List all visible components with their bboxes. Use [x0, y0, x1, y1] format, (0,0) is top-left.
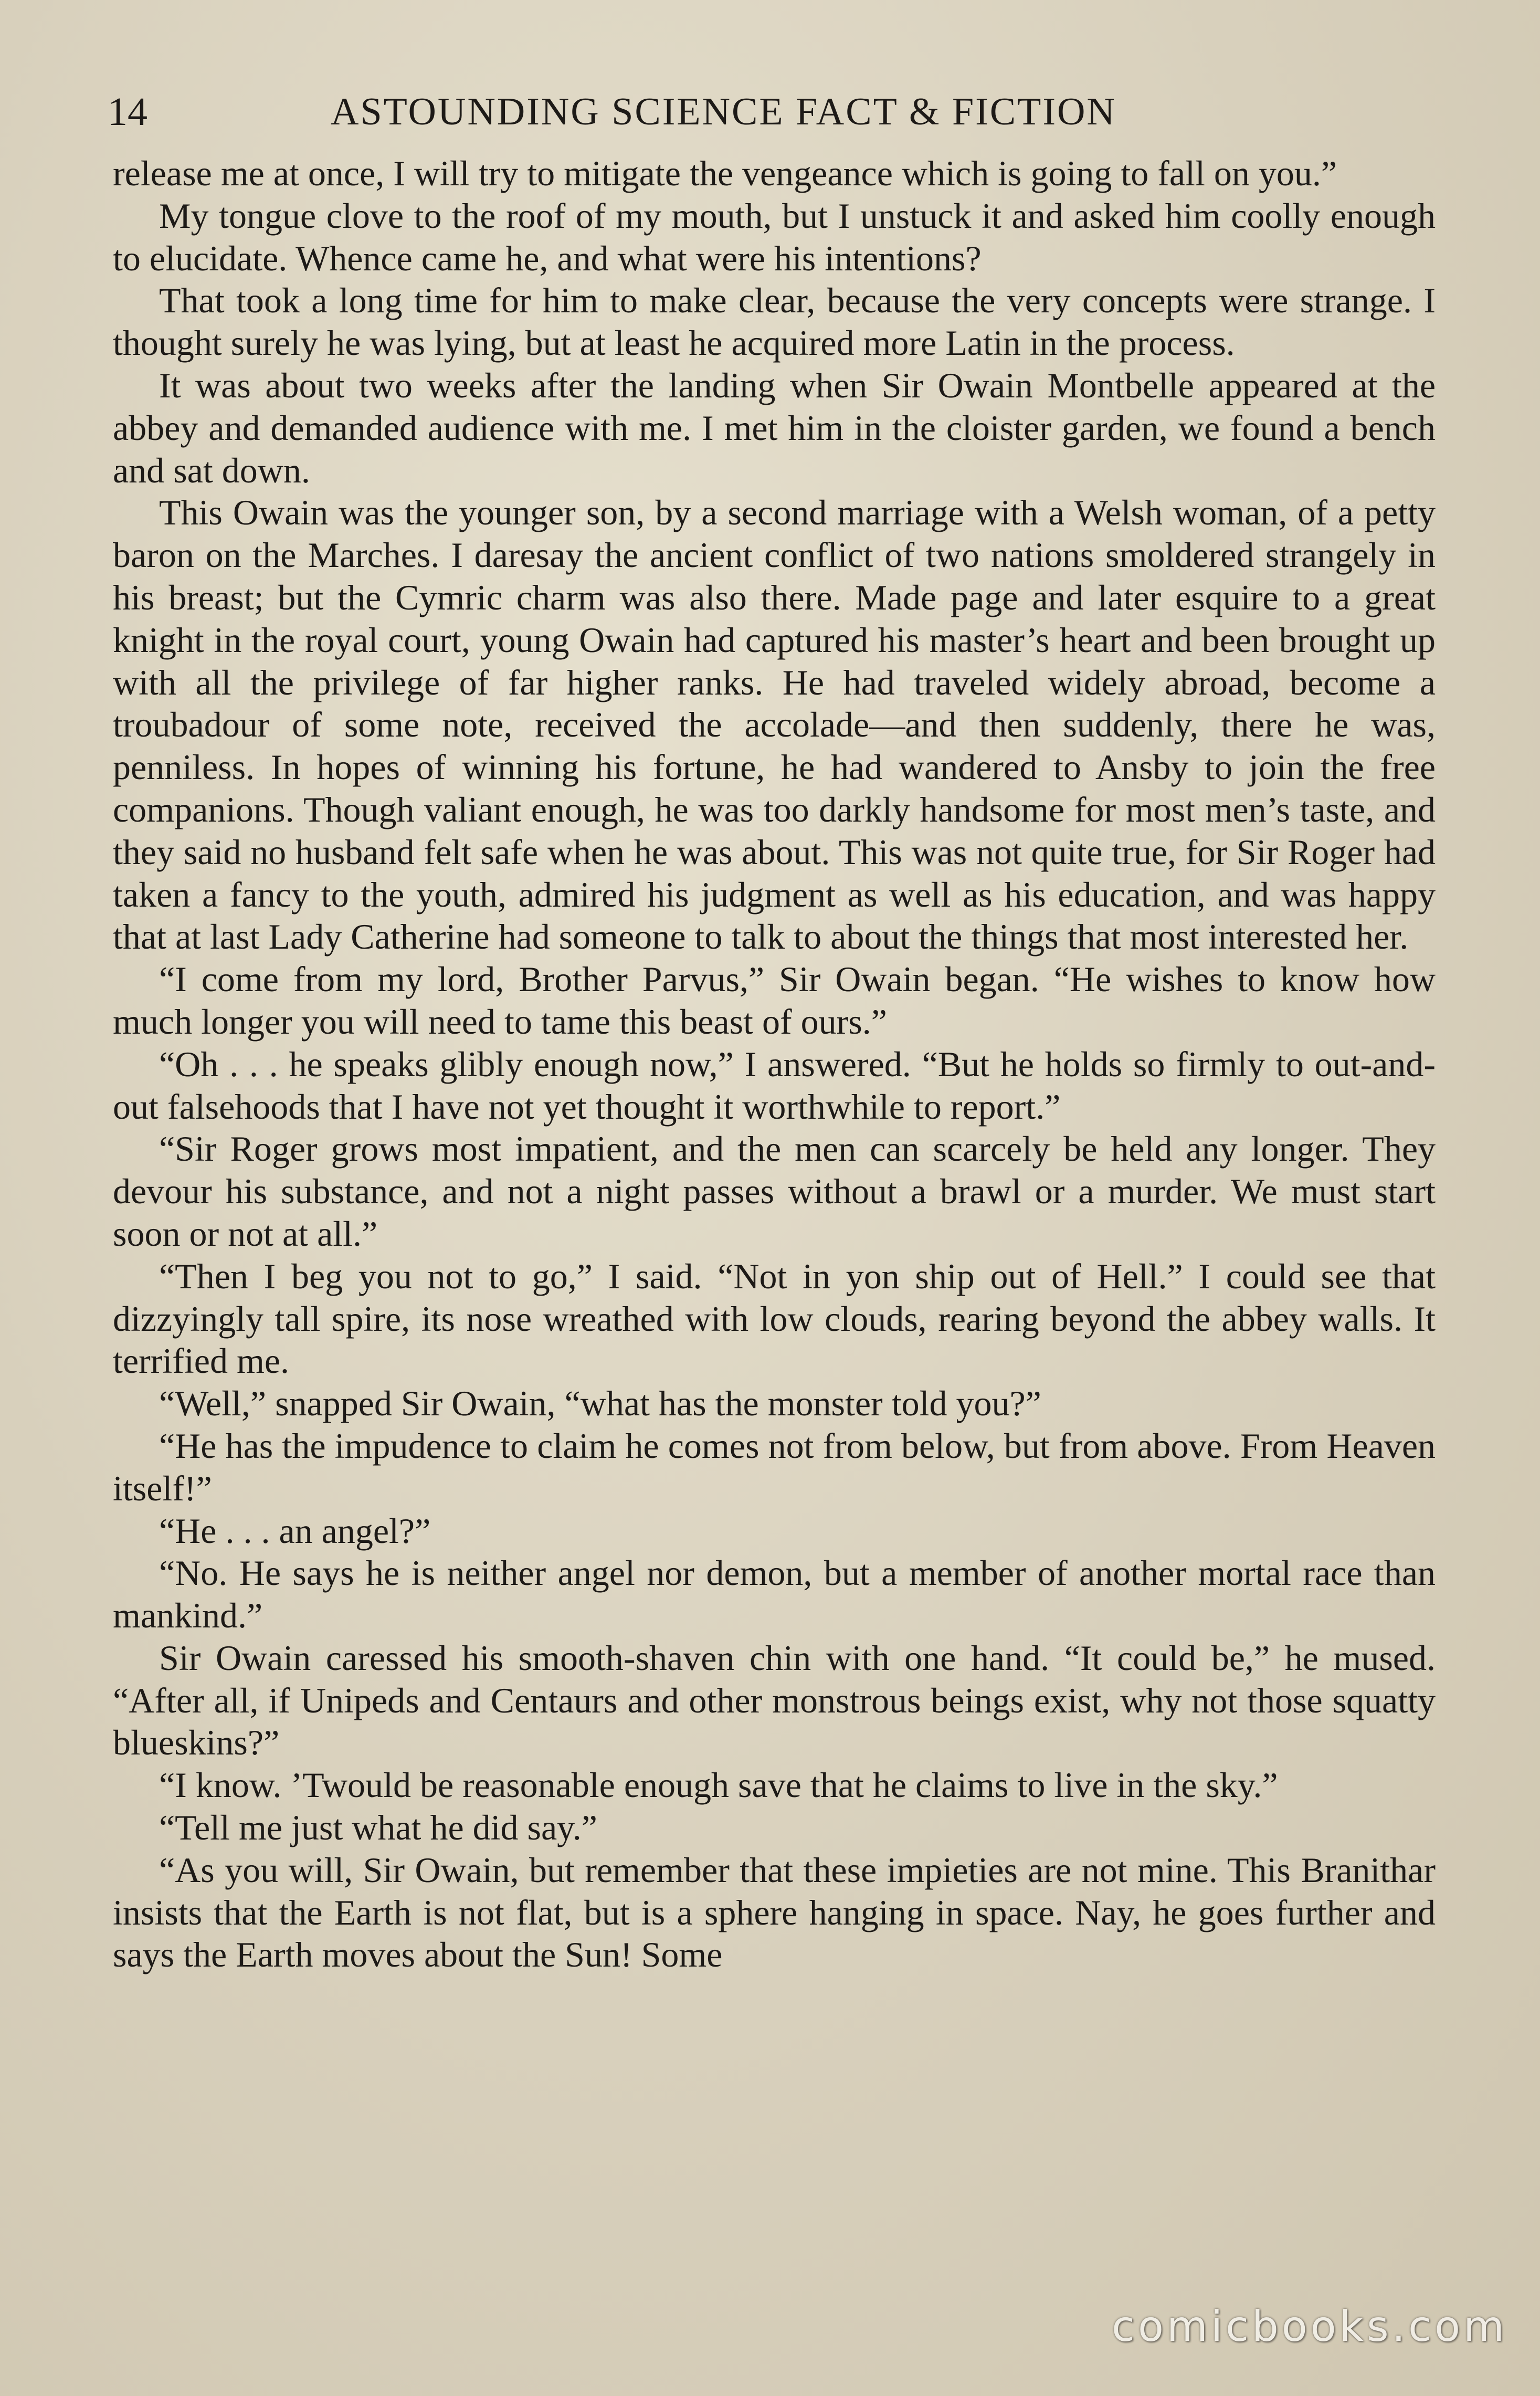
page-number: 14: [108, 90, 147, 134]
paragraph: My tongue clove to the roof of my mouth, but I unstuck it and asked him coolly enough to elucidate. Whence came he, and what were his intentions?: [113, 195, 1436, 278]
paragraph: “Well,” snapped Sir Owain, “what has the monster told you?”: [159, 1383, 1041, 1424]
paragraph: “No. He says he is neither angel nor demon, but a member of another mortal race than mankind.”: [113, 1553, 1436, 1636]
paragraph: “I come from my lord, Brother Parvus,” Sir Owain began. “He wishes to know how much longer you will need to tame this beast of ours.”: [113, 959, 1436, 1042]
watermark: comicbooks.com: [1111, 2302, 1507, 2351]
paragraph-continued: release me at once, I will try to mitigate the vengeance which is going to fall on you.”: [113, 153, 1337, 193]
paragraph: “Oh . . . he speaks glibly enough now,” I answered. “But he holds so firmly to out-and-out falsehoods that I have not yet thought it worthwhile to report.”: [113, 1044, 1436, 1127]
page-header: [108, 83, 1436, 141]
paragraph: Sir Owain caressed his smooth-shaven chin with one hand. “It could be,” he mused. “After all, if Unipeds and Centaurs and other monstrous beings exist, why not those squatty blueskins?”: [113, 1637, 1436, 1763]
paragraph: This Owain was the younger son, by a second marriage with a Welsh woman, of a petty baron on the Marches. I daresay the ancient conflict of two nations smoldered strangely in his breast; but the Cymric charm was also there. Made page and later esquire to a great knight in the royal court, young Owain had captured his master’s heart and been brought up with all the privilege of far higher ranks. He had traveled widely abroad, become a troubadour of some note, received the accolade—and then suddenly, there he was, penniless. In hopes of winning his fortune, he had wandered to Ansby to join the free companions. Though valiant enough, he was too darkly handsome for most men’s taste, and they said no husband felt safe when he was about. This was not quite true, for Sir Roger had taken a fancy to the youth, admired his judgment as well as his education, and was happy that at last Lady Catherine had someone to talk to about the things that most interested her.: [113, 492, 1436, 957]
paragraph: “As you will, Sir Owain, but remember that these impieties are not mine. This Branithar insists that the Earth is not flat, but is a sphere hanging in space. Nay, he goes further and says the Earth moves about the Sun! Some: [113, 1849, 1436, 1975]
paragraph: “He . . . an angel?”: [159, 1510, 431, 1551]
body-text: [113, 152, 1436, 2273]
paragraph: That took a long time for him to make clear, because the very concepts were strange. I thought surely he was lying, but at least he acquired more Latin in the process.: [113, 280, 1436, 363]
paragraph: “I know. ’Twould be reasonable enough save that he claims to live in the sky.”: [159, 1765, 1278, 1805]
paragraph: “Sir Roger grows most impatient, and the men can scarcely be held any longer. They devour his substance, and not a night passes without a brawl or a murder. We must start soon or not at all.”: [113, 1129, 1436, 1254]
running-head: ASTOUNDING SCIENCE FACT & FICTION: [331, 90, 1116, 133]
paragraph: “Tell me just what he did say.”: [159, 1807, 597, 1848]
paragraph: “He has the impudence to claim he comes not from below, but from above. From Heaven itself!”: [113, 1425, 1436, 1508]
paragraph: It was about two weeks after the landing when Sir Owain Montbelle appeared at the abbey and demanded audience with me. I met him in the cloister garden, we found a bench and sat down.: [113, 365, 1436, 490]
paragraph: “Then I beg you not to go,” I said. “Not in yon ship out of Hell.” I could see that dizzyingly tall spire, its nose wreathed with low clouds, rearing beyond the abbey walls. It terrified me.: [113, 1256, 1436, 1381]
